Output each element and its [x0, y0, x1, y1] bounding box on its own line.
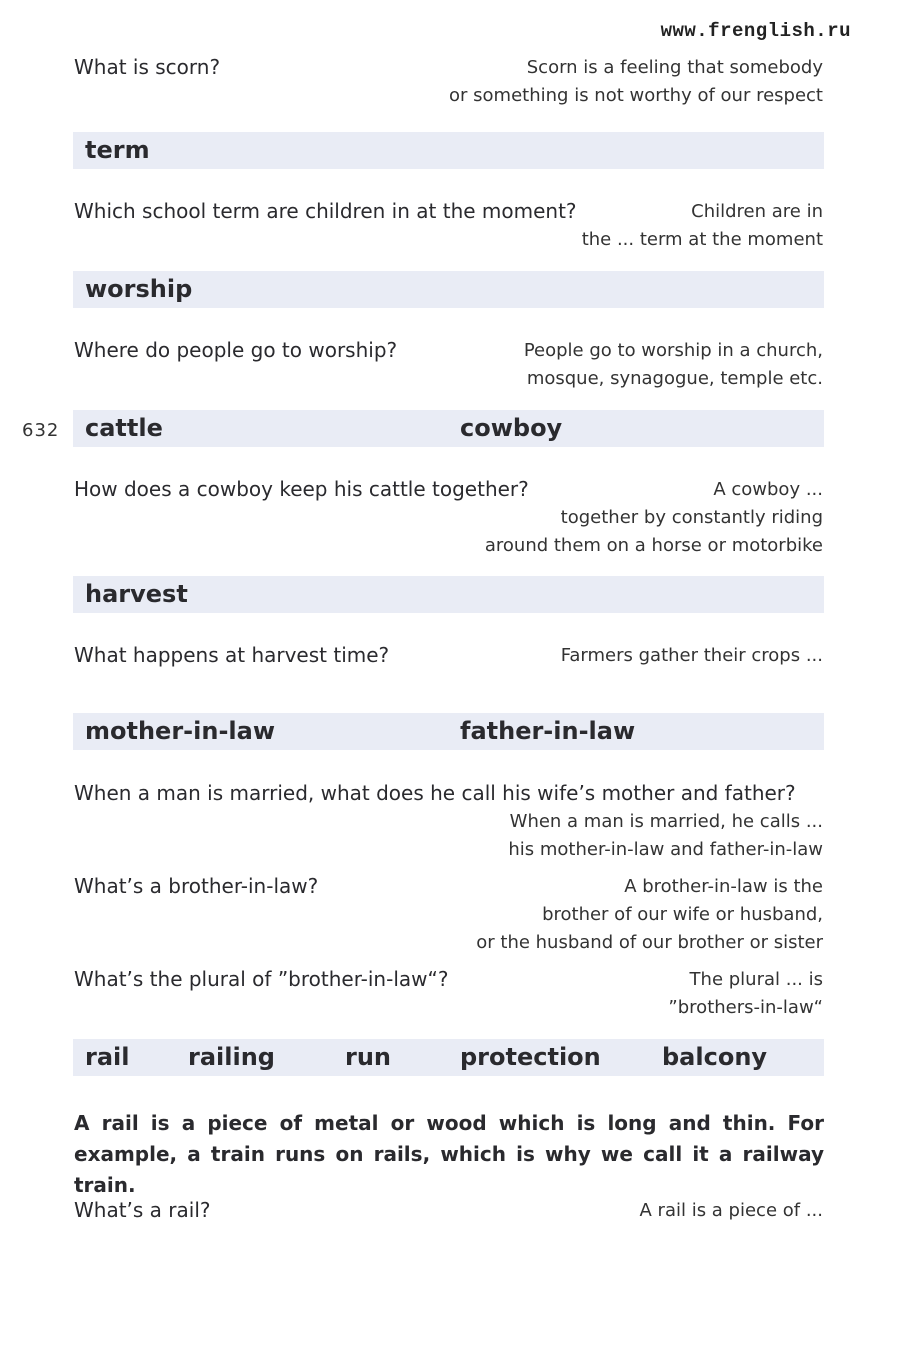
answer-cattle [485, 476, 823, 560]
answer-line: the ... term at the moment [581, 229, 823, 250]
vocab-word: harvest [85, 580, 188, 608]
answer-harvest [561, 642, 823, 670]
answer-line: The plural ... is [689, 969, 823, 990]
vocab-word: term [85, 136, 150, 164]
vocab-word: cowboy [460, 414, 563, 442]
vocab-word: cattle [85, 414, 163, 442]
answer-line: Farmers gather their crops ... [560, 645, 823, 666]
question-worship: Where do people go to worship? [74, 338, 398, 362]
vocab-bar-cattle [73, 410, 824, 447]
answer-rail [640, 1197, 823, 1225]
vocab-bar-inlaw [73, 713, 824, 750]
rail-definition: A rail is a piece of metal or wood which is long and thin. For example, a train runs on rails, which is why we call it a railway train. [74, 1111, 824, 1197]
answer-worship [524, 337, 823, 393]
vocab-word: railing [188, 1043, 275, 1071]
answer-line: When a man is married, he calls ... [509, 811, 823, 832]
question-scorn: What is scorn? [74, 55, 221, 79]
answer-line: Children are in [691, 201, 823, 222]
question-inlaw-3: What’s the plural of ”brother-in-law“? [74, 967, 449, 991]
vocab-bar-rail [73, 1039, 824, 1076]
question-term: Which school term are children in at the moment? [74, 199, 577, 223]
answer-term [582, 198, 823, 254]
answer-line: People go to worship in a church, [523, 340, 823, 361]
site-url: www.frenglish.ru [660, 20, 851, 42]
vocab-bar-harvest [73, 576, 824, 613]
vocab-word: mother-in-law [85, 717, 275, 745]
answer-line: Scorn is a feeling that somebody [526, 57, 823, 78]
vocab-word: father-in-law [460, 717, 636, 745]
question-inlaw-2: What’s a brother-in-law? [74, 874, 319, 898]
answer-line: or the husband of our brother or sister [476, 932, 823, 953]
answer-line: A cowboy ... [713, 479, 823, 500]
question-rail: What’s a rail? [74, 1198, 211, 1222]
question-inlaw-1: When a man is married, what does he call his wife’s mother and father? [74, 781, 796, 805]
answer-line: brother of our wife or husband, [542, 904, 823, 925]
page-number: 632 [22, 420, 60, 441]
answer-inlaw-1 [508, 808, 823, 864]
answer-line: or something is not worthy of our respect [449, 85, 823, 106]
vocab-bar-term [73, 132, 824, 169]
answer-line: around them on a horse or motorbike [484, 535, 823, 556]
answer-inlaw-3 [668, 966, 823, 1022]
vocab-bar-worship [73, 271, 824, 308]
answer-scorn [449, 54, 823, 110]
answer-inlaw-2 [476, 873, 823, 957]
answer-line: his mother-in-law and father-in-law [508, 839, 823, 860]
answer-line: A brother-in-law is the [624, 876, 823, 897]
vocab-word: run [345, 1043, 392, 1071]
question-cattle: How does a cowboy keep his cattle together? [74, 477, 529, 501]
answer-line: together by constantly riding [560, 507, 823, 528]
vocab-word: protection [460, 1043, 601, 1071]
question-harvest: What happens at harvest time? [74, 643, 390, 667]
answer-line: mosque, synagogue, temple etc. [526, 368, 823, 389]
vocab-word: balcony [662, 1043, 768, 1071]
answer-line: ”brothers-in-law“ [668, 997, 823, 1018]
vocab-word: worship [85, 275, 193, 303]
answer-line: A rail is a piece of ... [639, 1200, 823, 1221]
vocab-word: rail [85, 1043, 130, 1071]
